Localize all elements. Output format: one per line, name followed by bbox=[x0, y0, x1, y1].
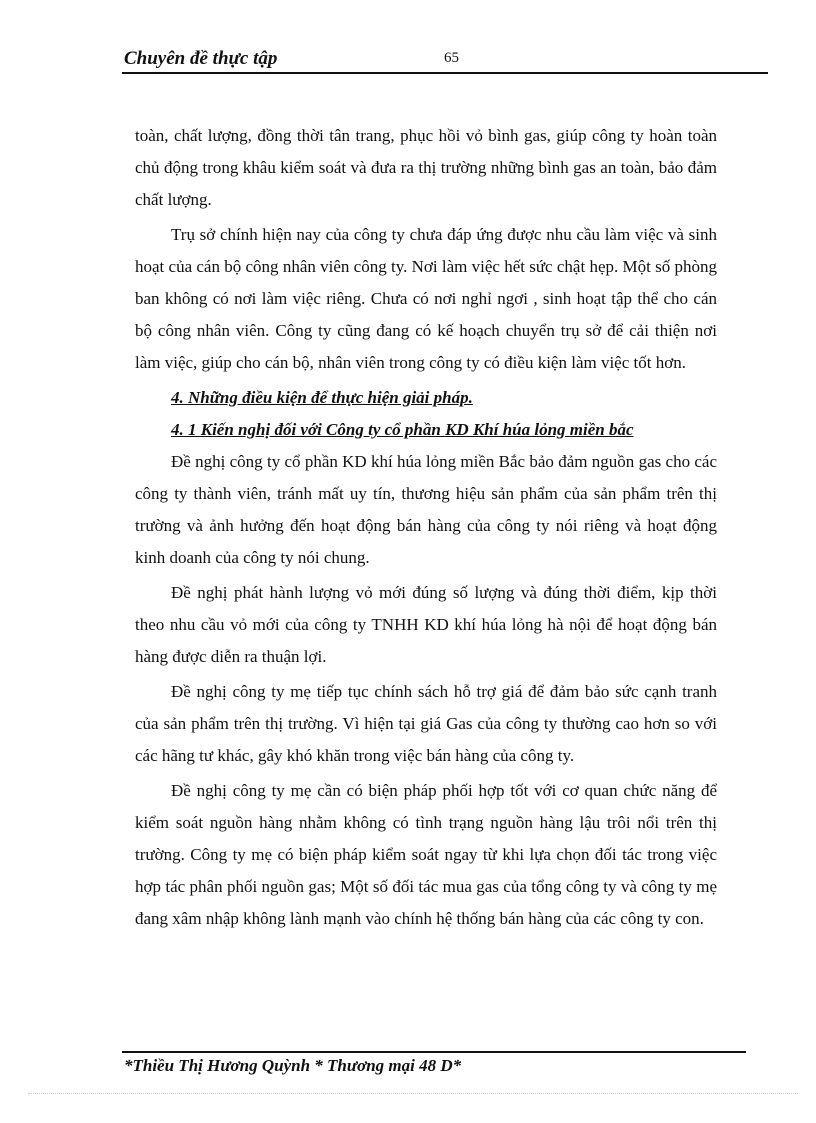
page-edge-dotted-line bbox=[28, 1093, 798, 1094]
paragraph-headquarters: Trụ sở chính hiện nay của công ty chưa đáp ứng được nhu cầu làm việc và sinh hoạt của cán bộ công nhân viên công ty. Nơi làm việc hết sức chật hẹp. Một số phòng ban không có nơi làm việc riêng. Chưa có nơi nghỉ ngơi , sinh hoạt tập thể cho cán bộ công nhân viên. Công ty cũng đang có kế hoạch chuyển trụ sở để cải thiện nơi làm việc, giúp cho cán bộ, nhân viên trong công ty có điều kiện làm việc tốt hơn. bbox=[135, 225, 717, 372]
page-number: 65 bbox=[444, 50, 459, 66]
section-heading-4: 4. Những điều kiện để thực hiện giải pháp. bbox=[171, 388, 473, 407]
paragraph-continued: toàn, chất lượng, đồng thời tân trang, phục hồi vỏ bình gas, giúp công ty hoàn toàn chủ động trong khâu kiểm soát và đưa ra thị trường những bình gas an toàn, bảo đảm chất lượng. bbox=[135, 126, 717, 209]
document-body bbox=[135, 120, 717, 938]
section-heading-4-1: 4. 1 Kiến nghị đối với Công ty cổ phần KD Khí húa lỏng miền bắc bbox=[171, 420, 634, 439]
paragraph-price-support: Đề nghị công ty mẹ tiếp tục chính sách hỗ trợ giá để đảm bảo sức cạnh tranh của sản phẩm trên thị trường. Vì hiện tại giá Gas của công ty thường cao hơn so với các hãng tư khác, gây khó khăn trong việc bán hàng của công ty. bbox=[135, 682, 717, 765]
footer-text: *Thiều Thị Hương Quỳnh * Thương mại 48 D* bbox=[124, 1056, 462, 1075]
paragraph-new-cylinders: Đề nghị phát hành lượng vỏ mới đúng số lượng và đúng thời điểm, kịp thời theo nhu cầu vỏ mới của công ty TNHH KD khí húa lỏng hà nội để hoạt động bán hàng được diễn ra thuận lợi. bbox=[135, 583, 717, 666]
header-title: Chuyên đề thực tập bbox=[124, 48, 278, 69]
header-rule bbox=[122, 72, 768, 74]
footer-rule bbox=[122, 1051, 746, 1053]
paragraph-source-control: Đề nghị công ty mẹ cần có biện pháp phối hợp tốt với cơ quan chức năng để kiểm soát nguồn hàng nhằm không có tình trạng nguồn hàng lậu trôi nổi trên thị trường. Công ty mẹ có biện pháp kiểm soát ngay từ khi lựa chọn đối tác trong việc hợp tác phân phối nguồn gas; Một số đối tác mua gas của tổng công ty và công ty mẹ đang xâm nhập không lành mạnh vào chính hệ thống bán hàng của các công ty con. bbox=[135, 781, 717, 928]
paragraph-gas-supply: Đề nghị công ty cổ phần KD khí húa lỏng miền Bắc bảo đảm nguồn gas cho các công ty thành viên, tránh mất uy tín, thương hiệu sản phẩm của sản phẩm trên thị trường và ảnh hưởng đến hoạt động bán hàng của công ty nói riêng và hoạt động kinh doanh của công ty nói chung. bbox=[135, 452, 717, 567]
